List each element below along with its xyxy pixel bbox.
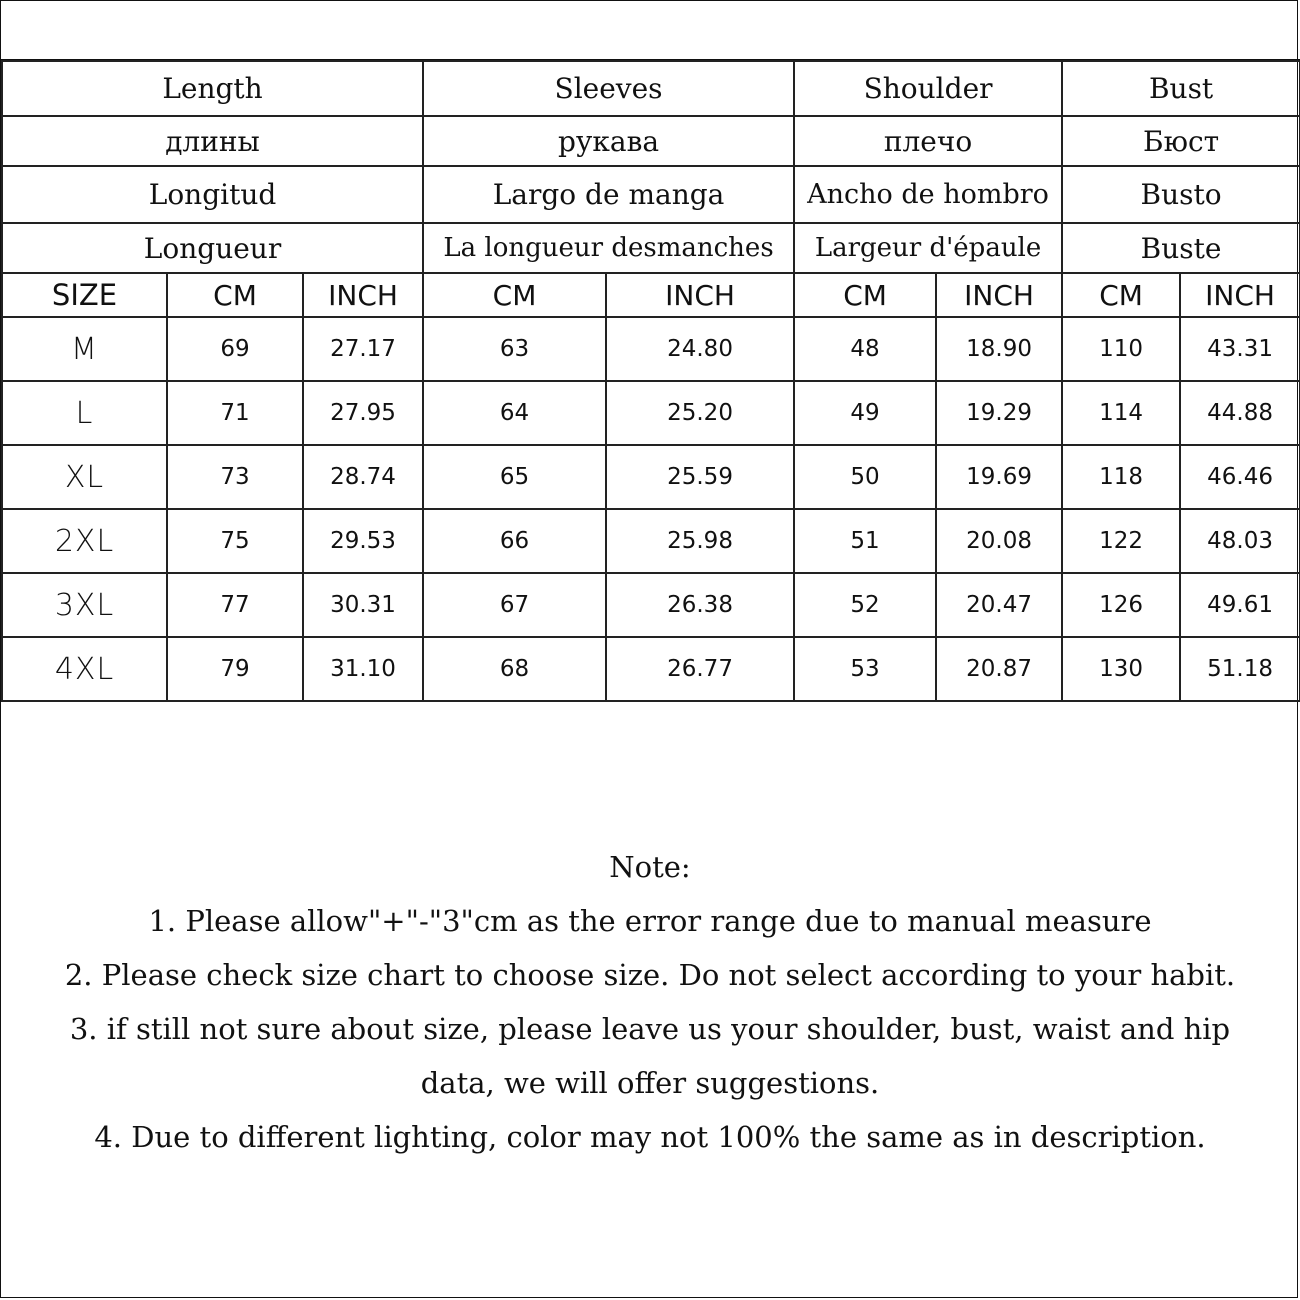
- header-bust-fr: Buste: [1062, 223, 1300, 273]
- header-row-french: [2, 223, 1300, 273]
- measurement-cell: 69: [167, 317, 303, 381]
- header-shoulder-en: Shoulder: [794, 61, 1062, 116]
- measurement-cell: 43.31: [1180, 317, 1300, 381]
- header-sleeves-ru: рукава: [423, 116, 794, 166]
- size-column-header: SIZE: [2, 273, 167, 317]
- table-row: [2, 317, 1300, 381]
- measurement-cell: 110: [1062, 317, 1180, 381]
- measurement-cell: 30.31: [303, 573, 423, 637]
- measurement-cell: 26.38: [606, 573, 794, 637]
- notes-section: [0, 840, 1300, 1164]
- measurement-cell: 27.17: [303, 317, 423, 381]
- note-line-3: 3. if still not sure about size, please leave us your shoulder, bust, waist and hip: [69, 1012, 1231, 1046]
- header-sleeves-fr: La longueur desmanches: [423, 223, 794, 273]
- header-sleeves-en: Sleeves: [423, 61, 794, 116]
- unit-row: [2, 273, 1300, 317]
- note-line-1: 1. Please allow"+"-"3"cm as the error range due to manual measure: [148, 904, 1152, 938]
- measurement-cell: 26.77: [606, 637, 794, 701]
- table-row: [2, 381, 1300, 445]
- unit-cm: CM: [1062, 273, 1180, 317]
- measurement-cell: 25.59: [606, 445, 794, 509]
- measurement-cell: 19.29: [936, 381, 1062, 445]
- header-row-spanish: [2, 166, 1300, 223]
- measurement-cell: 24.80: [606, 317, 794, 381]
- measurement-cell: 64: [423, 381, 606, 445]
- measurement-cell: 114: [1062, 381, 1180, 445]
- table-row: [2, 573, 1300, 637]
- size-chart-table: [1, 60, 1300, 702]
- measurement-cell: 126: [1062, 573, 1180, 637]
- unit-inch: INCH: [1180, 273, 1300, 317]
- measurement-cell: 52: [794, 573, 936, 637]
- measurement-cell: 67: [423, 573, 606, 637]
- measurement-cell: 18.90: [936, 317, 1062, 381]
- measurement-cell: 53: [794, 637, 936, 701]
- size-label: L: [2, 381, 167, 445]
- header-row-english: [2, 61, 1300, 116]
- measurement-cell: 46.46: [1180, 445, 1300, 509]
- table-row: [2, 637, 1300, 701]
- measurement-cell: 63: [423, 317, 606, 381]
- measurement-cell: 25.20: [606, 381, 794, 445]
- measurement-cell: 51.18: [1180, 637, 1300, 701]
- header-shoulder-fr: Largeur d'épaule: [794, 223, 1062, 273]
- measurement-cell: 25.98: [606, 509, 794, 573]
- measurement-cell: 20.08: [936, 509, 1062, 573]
- size-label: 4XL: [2, 637, 167, 701]
- header-shoulder-ru: плечо: [794, 116, 1062, 166]
- size-label: XL: [2, 445, 167, 509]
- measurement-cell: 49: [794, 381, 936, 445]
- measurement-cell: 48.03: [1180, 509, 1300, 573]
- size-rows: [2, 317, 1300, 701]
- measurement-cell: 71: [167, 381, 303, 445]
- measurement-cell: 49.61: [1180, 573, 1300, 637]
- unit-cm: CM: [423, 273, 606, 317]
- measurement-cell: 122: [1062, 509, 1180, 573]
- measurement-cell: 75: [167, 509, 303, 573]
- measurement-cell: 48: [794, 317, 936, 381]
- header-row-russian: [2, 116, 1300, 166]
- header-sleeves-es: Largo de manga: [423, 166, 794, 223]
- measurement-cell: 79: [167, 637, 303, 701]
- header-length-en: Length: [2, 61, 423, 116]
- table-row: [2, 445, 1300, 509]
- note-line-5: 4. Due to different lighting, color may not 100% the same as in description.: [94, 1120, 1206, 1154]
- unit-inch: INCH: [936, 273, 1062, 317]
- note-title: Note:: [609, 850, 691, 884]
- note-line-2: 2. Please check size chart to choose size. Do not select according to your habit.: [64, 958, 1236, 992]
- header-bust-en: Bust: [1062, 61, 1300, 116]
- note-line-4: data, we will offer suggestions.: [420, 1066, 880, 1100]
- measurement-cell: 28.74: [303, 445, 423, 509]
- measurement-cell: 130: [1062, 637, 1180, 701]
- unit-inch: INCH: [303, 273, 423, 317]
- measurement-cell: 118: [1062, 445, 1180, 509]
- measurement-cell: 20.47: [936, 573, 1062, 637]
- unit-cm: CM: [167, 273, 303, 317]
- measurement-cell: 51: [794, 509, 936, 573]
- header-length-ru: длины: [2, 116, 423, 166]
- measurement-cell: 68: [423, 637, 606, 701]
- measurement-cell: 19.69: [936, 445, 1062, 509]
- size-label: 3XL: [2, 573, 167, 637]
- header-length-es: Longitud: [2, 166, 423, 223]
- measurement-cell: 31.10: [303, 637, 423, 701]
- measurement-cell: 44.88: [1180, 381, 1300, 445]
- header-bust-es: Busto: [1062, 166, 1300, 223]
- measurement-cell: 50: [794, 445, 936, 509]
- header-bust-ru: Бюст: [1062, 116, 1300, 166]
- measurement-cell: 27.95: [303, 381, 423, 445]
- measurement-cell: 73: [167, 445, 303, 509]
- measurement-cell: 65: [423, 445, 606, 509]
- header-length-fr: Longueur: [2, 223, 423, 273]
- size-label: 2XL: [2, 509, 167, 573]
- header-shoulder-es: Ancho de hombro: [794, 166, 1062, 223]
- measurement-cell: 29.53: [303, 509, 423, 573]
- measurement-cell: 77: [167, 573, 303, 637]
- size-label: M: [2, 317, 167, 381]
- measurement-cell: 20.87: [936, 637, 1062, 701]
- unit-inch: INCH: [606, 273, 794, 317]
- measurement-cell: 66: [423, 509, 606, 573]
- unit-cm: CM: [794, 273, 936, 317]
- table-row: [2, 509, 1300, 573]
